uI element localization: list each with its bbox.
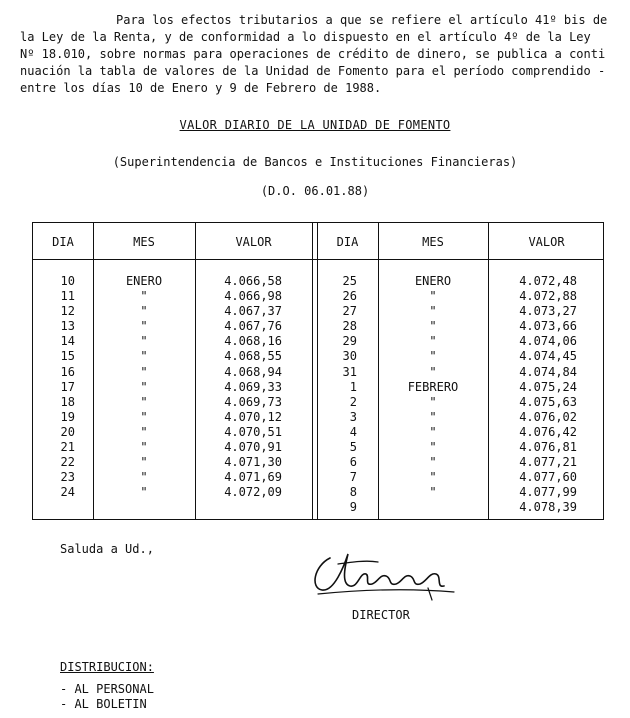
director-signature — [308, 544, 458, 604]
valor-cell: 4.068,55 — [224, 349, 282, 364]
valor-cell: 4.077,21 — [519, 455, 577, 470]
left-valor-column — [195, 274, 282, 500]
document-subtitle: (Superintendencia de Bancos e Instituciones Financieras) — [112, 155, 518, 169]
header-mes: MES — [133, 235, 155, 249]
valor-cell: 4.066,58 — [224, 274, 282, 288]
mes-cell: " — [140, 394, 148, 409]
dia-cell: 8 — [349, 485, 357, 500]
dia-cell: 30 — [342, 349, 357, 364]
mes-cell: " — [429, 424, 437, 439]
valor-cell: 4.068,94 — [224, 364, 282, 379]
valor-cell: 4.069,33 — [224, 379, 282, 394]
mes-cell: " — [429, 334, 437, 349]
mes-cell: " — [140, 409, 148, 424]
mes-cell: " — [140, 319, 148, 334]
header-mes: MES — [422, 235, 444, 249]
valor-cell: 4.076,42 — [519, 424, 577, 439]
mes-cell: " — [429, 319, 437, 334]
mes-cell: " — [140, 334, 148, 349]
intro-line: entre los días 10 de Enero y 9 de Febrero de 1988. — [20, 81, 382, 95]
valor-cell: 4.066,98 — [224, 289, 282, 304]
header-valor: VALOR — [235, 235, 272, 249]
left-dia-column — [33, 274, 75, 500]
intro-line: nuación la tabla de valores de la Unidad de Fomento para el período comprendido - — [20, 64, 606, 78]
mes-cell: " — [429, 485, 437, 500]
dia-cell: 10 — [60, 274, 75, 288]
valor-cell: 4.074,45 — [519, 349, 577, 364]
dia-cell: 11 — [60, 289, 75, 304]
valor-cell: 4.077,60 — [519, 470, 577, 485]
mes-cell: " — [140, 424, 148, 439]
dia-cell: 3 — [349, 409, 357, 424]
dia-cell: 15 — [60, 349, 75, 364]
dia-cell: 20 — [60, 424, 75, 439]
left-mes-column — [93, 274, 195, 500]
valor-cell: 4.073,27 — [519, 304, 577, 319]
right-dia-column — [317, 274, 357, 516]
mes-cell: " — [140, 289, 148, 304]
dia-cell: 9 — [349, 500, 357, 515]
mes-cell: " — [140, 379, 148, 394]
mes-cell: " — [140, 455, 148, 470]
mes-cell: " — [140, 349, 148, 364]
valor-cell: 4.076,81 — [519, 440, 577, 455]
valor-cell: 4.077,99 — [519, 485, 577, 500]
dia-cell: 7 — [349, 470, 357, 485]
valor-cell: 4.074,84 — [519, 364, 577, 379]
dia-cell: 27 — [342, 304, 357, 319]
mes-cell: " — [429, 349, 437, 364]
distribution-item: - AL BOLETIN — [60, 697, 147, 711]
intro-paragraph — [20, 12, 612, 97]
mes-cell: " — [429, 394, 437, 409]
dia-cell: 12 — [60, 304, 75, 319]
valor-cell: 4.072,09 — [224, 485, 282, 500]
valor-cell: 4.076,02 — [519, 409, 577, 424]
mes-cell: " — [429, 364, 437, 379]
mes-cell: " — [429, 470, 437, 485]
dia-cell: 13 — [60, 319, 75, 334]
mes-cell: " — [140, 304, 148, 319]
valor-cell: 4.067,37 — [224, 304, 282, 319]
dia-cell: 26 — [342, 289, 357, 304]
header-dia: DIA — [336, 235, 359, 249]
distribution-item: - AL PERSONAL — [60, 682, 154, 696]
right-mes-column — [378, 274, 488, 516]
dia-cell: 23 — [60, 470, 75, 485]
dia-cell: 18 — [60, 394, 75, 409]
mes-cell: " — [429, 409, 437, 424]
dia-cell: 31 — [342, 364, 357, 379]
valor-cell: 4.068,16 — [224, 334, 282, 349]
column-divider — [312, 223, 313, 519]
dia-cell: 24 — [60, 485, 75, 500]
intro-line: Para los efectos tributarios a que se refiere el artículo 41º bis de — [116, 13, 608, 27]
dia-cell: 25 — [342, 274, 357, 288]
right-valor-column — [488, 274, 577, 516]
dia-cell: 1 — [349, 379, 357, 394]
dia-cell: 28 — [342, 319, 357, 334]
header-divider — [33, 259, 603, 260]
dia-cell: 14 — [60, 334, 75, 349]
dia-cell: 19 — [60, 409, 75, 424]
dia-cell: 21 — [60, 440, 75, 455]
dia-cell: 29 — [342, 334, 357, 349]
valor-cell: 4.070,91 — [224, 440, 282, 455]
valor-cell: 4.072,88 — [519, 289, 577, 304]
valor-cell: 4.078,39 — [519, 500, 577, 515]
mes-cell: " — [140, 470, 148, 485]
valor-cell: 4.070,12 — [224, 409, 282, 424]
valor-cell: 4.070,51 — [224, 424, 282, 439]
dia-cell: 6 — [349, 455, 357, 470]
mes-cell: ENERO — [414, 274, 452, 288]
valor-cell: 4.072,48 — [519, 274, 577, 288]
dia-cell: 2 — [349, 394, 357, 409]
closing-salutation: Saluda a Ud., — [60, 542, 154, 556]
dia-cell: 5 — [349, 440, 357, 455]
mes-cell: FEBRERO — [407, 379, 459, 394]
dia-cell: 16 — [60, 364, 75, 379]
valor-cell: 4.074,06 — [519, 334, 577, 349]
intro-line: Nº 18.010, sobre normas para operaciones de crédito de dinero, se publica a conti — [20, 47, 606, 61]
mes-cell: " — [429, 289, 437, 304]
valor-cell: 4.073,66 — [519, 319, 577, 334]
valor-cell: 4.075,24 — [519, 379, 577, 394]
mes-cell: " — [140, 364, 148, 379]
mes-cell: " — [140, 440, 148, 455]
valor-cell: 4.067,76 — [224, 319, 282, 334]
mes-cell: " — [429, 455, 437, 470]
publication-date: (D.O. 06.01.88) — [260, 184, 370, 198]
dia-cell: 4 — [349, 424, 357, 439]
valor-cell: 4.071,30 — [224, 455, 282, 470]
header-valor: VALOR — [528, 235, 565, 249]
uf-values-table — [32, 222, 604, 520]
distribution-list — [60, 682, 154, 712]
document-title: VALOR DIARIO DE LA UNIDAD DE FOMENTO — [179, 118, 451, 132]
valor-cell: 4.071,69 — [224, 470, 282, 485]
header-dia: DIA — [52, 235, 74, 249]
mes-cell — [378, 500, 488, 515]
intro-line: la Ley de la Renta, y de conformidad a lo dispuesto en el artículo 4º de la Ley — [20, 30, 591, 44]
valor-cell: 4.069,73 — [224, 394, 282, 409]
mes-cell: " — [429, 304, 437, 319]
signature-label: DIRECTOR — [352, 608, 410, 622]
mes-cell: " — [140, 485, 148, 500]
mes-cell: ENERO — [125, 274, 163, 288]
mes-cell: " — [429, 440, 437, 455]
dia-cell: 22 — [60, 455, 75, 470]
distribution-heading: DISTRIBUCION: — [60, 660, 154, 674]
valor-cell: 4.075,63 — [519, 394, 577, 409]
dia-cell: 17 — [60, 379, 75, 394]
